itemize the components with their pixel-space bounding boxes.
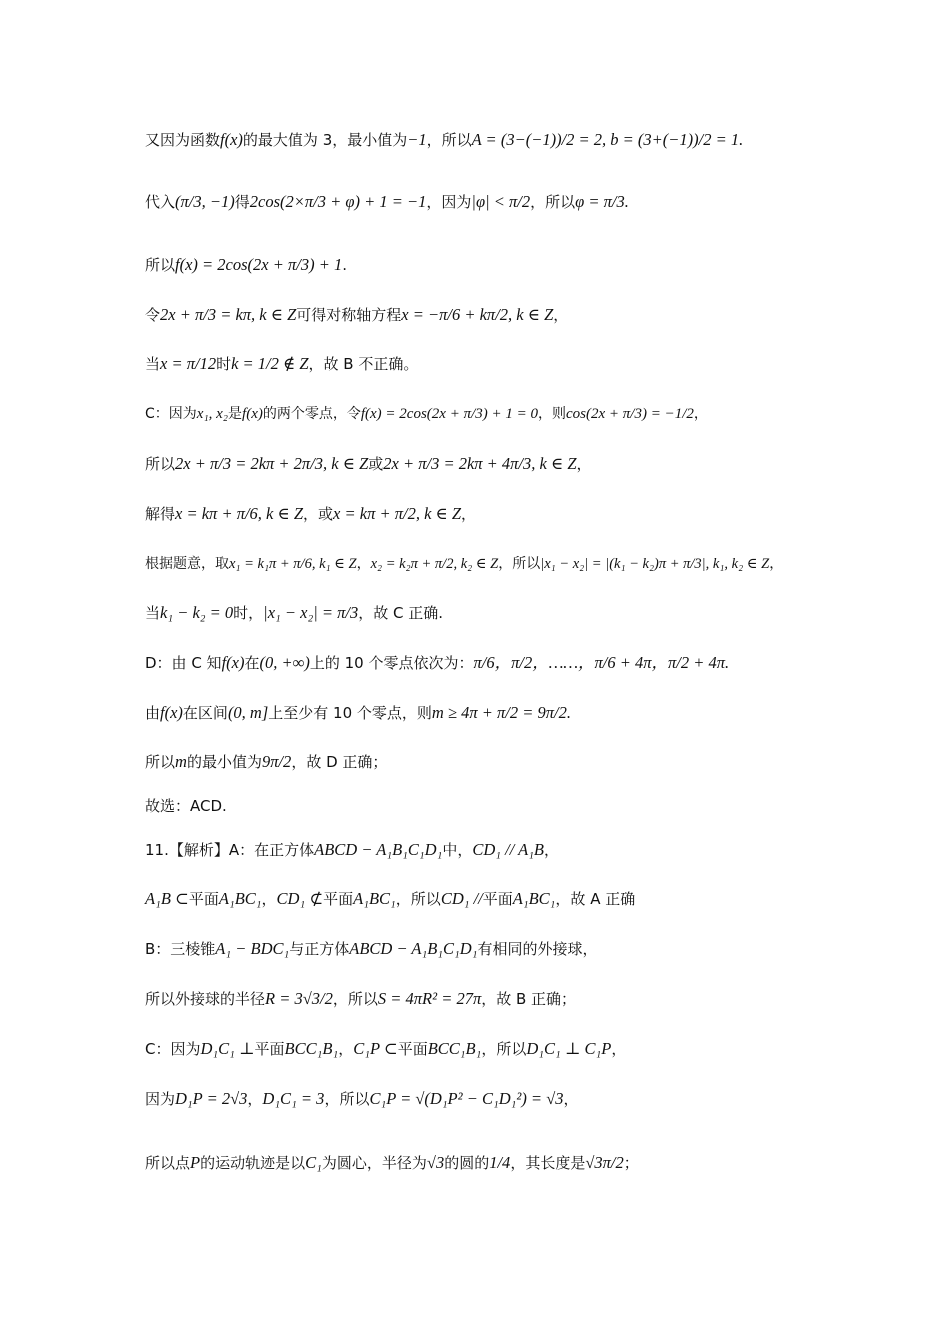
line-text: 的最大值为 3，最小值为 [242, 131, 408, 149]
line-text: 所以 [145, 455, 176, 473]
line-text: ，所以 [324, 1090, 370, 1108]
formula: −1 [407, 130, 427, 149]
line-text: ， [576, 455, 592, 473]
formula: k₁ − k₂ = 0 [160, 603, 234, 622]
formula: CD₁ // [440, 889, 483, 908]
line-text: ，故 B 不正确。 [308, 355, 419, 373]
line-text: ， [461, 505, 477, 523]
line-text: 上的 10 个零点依次为： [309, 654, 474, 672]
formula: 9π/2 [261, 752, 292, 771]
line-text: 因为 [145, 1090, 176, 1108]
line-text: ，其长度是 [510, 1154, 586, 1172]
formula: CD₁ ⊄ [276, 889, 324, 908]
formula: CD₁ // A₁B [472, 840, 545, 859]
formula: C₁P ⊂ [353, 1039, 398, 1058]
text-line-12 [145, 701, 930, 725]
text-line-18 [145, 987, 930, 1011]
line-text: ， [338, 1040, 354, 1058]
formula: |x₁ − x₂| = |(k₁ − k₂)π + π/3|, k₁, k₂ ∈ Z [540, 556, 770, 572]
line-text: 故选：ACD. [145, 797, 227, 815]
line-text: 的两个零点，令 [262, 406, 361, 422]
line-text: ，则 [538, 406, 566, 422]
formula: cos(2x + π/3) = −1/2 [566, 406, 694, 422]
formula: x₁ = k₁π + π/6, k₁ ∈ Z [229, 556, 357, 572]
line-text: 的最小值为 [186, 753, 262, 771]
line-text: ，所以 [481, 1040, 527, 1058]
line-text: 11.【解析】A：在正方体 [145, 841, 315, 859]
formula: x₁, x₂ [196, 406, 229, 422]
line-text: 当 [145, 355, 161, 373]
line-text: 有相同的外接球， [477, 940, 598, 958]
formula: x = π/12 [160, 354, 217, 373]
formula: √3 [426, 1153, 445, 1172]
line-text: ，因为 [426, 193, 472, 211]
formula: f(x) [160, 703, 183, 722]
text-line-13 [145, 750, 930, 774]
line-text: ， [261, 890, 277, 908]
formula: m [175, 752, 187, 771]
line-text: ， [563, 1090, 579, 1108]
line-text: 当 [145, 604, 161, 622]
line-text: 与正方体 [289, 940, 350, 958]
line-text: 所以点 [145, 1154, 191, 1172]
formula: D₁P = 2√3 [175, 1089, 248, 1108]
text-line-10 [145, 601, 930, 625]
formula: A₁BC₁ [353, 889, 396, 908]
line-text: ，所以 [530, 193, 576, 211]
formula: f(x) = 2cos(2x + π/3) + 1 [175, 255, 343, 274]
text-line-5 [145, 352, 930, 376]
formula: D₁C₁ = 3 [262, 1089, 325, 1108]
line-text: ，所以 [395, 890, 441, 908]
formula: ABCD − A₁B₁C₁D₁ [349, 939, 478, 958]
text-line-9 [145, 552, 930, 576]
text-line-8 [145, 502, 930, 526]
line-text: ，故 A 正确 [555, 890, 636, 908]
formula: π/6，π/2，……，π/6 + 4π，π/2 + 4π. [473, 653, 730, 672]
formula: C₁P = √(D₁P² − C₁D₁²) = √3 [369, 1089, 564, 1108]
formula: C₁ [305, 1153, 322, 1172]
line-text: 上至少有 10 个零点，则 [268, 704, 432, 722]
line-text: ，或 [303, 505, 334, 523]
line-text: 所以外接球的半径 [145, 990, 266, 1008]
line-text: ，所以 [426, 131, 472, 149]
formula: A₁ − BDC₁ [215, 939, 290, 958]
line-text: ， [356, 556, 371, 572]
line-text: 所以 [145, 753, 176, 771]
line-text: ， [247, 1090, 263, 1108]
text-line-14 [145, 794, 930, 818]
formula: |x₁ − x₂| = π/3 [263, 603, 359, 622]
formula: f(x) = 2cos(2x + π/3) + 1 = 0 [360, 406, 538, 422]
text-line-7 [145, 452, 930, 476]
line-text: ，故 B 正确； [481, 990, 577, 1008]
line-text: 或 [368, 455, 384, 473]
line-text: 平面 [188, 890, 219, 908]
formula: φ = π/3. [575, 192, 629, 211]
line-text: 平面 [482, 890, 513, 908]
line-text: 可得对称轴方程 [296, 306, 402, 324]
formula: 2cos(2×π/3 + φ) + 1 = −1 [249, 192, 427, 211]
text-line-1 [145, 128, 930, 152]
text-line-17 [145, 937, 930, 961]
formula: f(x) [221, 653, 245, 672]
formula: x = kπ + π/6, k ∈ Z [175, 504, 304, 523]
line-text: 为圆心，半径为 [321, 1154, 427, 1172]
line-text: ， [553, 306, 569, 324]
text-line-2 [145, 190, 930, 214]
formula: BCC₁B₁ [427, 1039, 482, 1058]
text-line-19 [145, 1037, 930, 1061]
line-text: 又因为函数 [145, 131, 221, 149]
text-line-21 [145, 1151, 930, 1175]
line-text: B：三棱锥 [145, 940, 216, 958]
text-line-6 [145, 402, 930, 426]
line-text: . [342, 256, 348, 274]
text-line-11 [145, 651, 930, 675]
line-text: ， [693, 406, 708, 422]
line-text: 时 [216, 355, 232, 373]
formula: 2x + π/3 = 2kπ + 4π/3, k ∈ Z [383, 454, 577, 473]
line-text: 时， [233, 604, 264, 622]
formula: x₂ = k₂π + π/2, k₂ ∈ Z [370, 556, 499, 572]
line-text: ， [544, 841, 560, 859]
formula: k = 1/2 ∉ Z [231, 354, 309, 373]
formula: S = 4πR² = 27π [377, 989, 482, 1008]
text-line-3 [145, 253, 930, 277]
line-text: 所以 [145, 256, 176, 274]
line-text: 根据题意，取 [145, 556, 229, 572]
formula: A₁B ⊂ [145, 889, 189, 908]
line-text: 解得 [145, 505, 176, 523]
formula: 2x + π/3 = 2kπ + 2π/3, k ∈ Z [175, 454, 369, 473]
line-text: ， [611, 1040, 627, 1058]
line-text: 得 [234, 193, 250, 211]
line-text: C：因为 [145, 406, 197, 422]
formula: (0, +∞) [259, 653, 310, 672]
formula: ABCD − A₁B₁C₁D₁ [314, 840, 443, 859]
formula: 2x + π/3 = kπ, k ∈ Z [160, 305, 297, 324]
line-text: D：由 C 知 [145, 654, 222, 672]
line-text: 是 [228, 406, 243, 422]
text-line-20 [145, 1087, 930, 1111]
formula: (π/3, −1) [175, 192, 235, 211]
line-text: ，所以 [332, 990, 378, 1008]
line-text: 中， [442, 841, 473, 859]
formula: A₁BC₁ [512, 889, 556, 908]
formula: x = kπ + π/2, k ∈ Z [333, 504, 462, 523]
text-line-16 [145, 887, 930, 911]
line-text: C：因为 [145, 1040, 201, 1058]
formula: P [190, 1153, 201, 1172]
line-text: 在区间 [182, 704, 228, 722]
line-text: ； [623, 1154, 639, 1172]
line-text: 的运动轨迹是以 [200, 1154, 306, 1172]
formula: f(x) [242, 406, 263, 422]
line-text: ，所以 [498, 556, 541, 572]
formula: R = 3√3/2 [265, 989, 333, 1008]
formula: A = (3−(−1))/2 = 2, b = (3+(−1))/2 = 1. [471, 130, 744, 149]
line-text: 令 [145, 306, 161, 324]
formula: √3π/2 [585, 1153, 624, 1172]
formula: D₁C₁ ⊥ C₁P [526, 1039, 612, 1058]
formula: |φ| < π/2 [471, 192, 531, 211]
formula: BCC₁B₁ [284, 1039, 339, 1058]
line-text: ，故 D 正确； [291, 753, 388, 771]
line-text: 平面 [397, 1040, 428, 1058]
line-text: 代入 [145, 193, 176, 211]
formula: f(x) [220, 130, 243, 149]
line-text: 平面 [323, 890, 354, 908]
formula: D₁C₁ ⊥ [200, 1039, 255, 1058]
formula: A₁BC₁ [218, 889, 262, 908]
formula: m ≥ 4π + π/2 = 9π/2. [431, 703, 571, 722]
line-text: 在 [244, 654, 260, 672]
text-line-15 [145, 838, 930, 862]
formula: 1/4 [489, 1153, 511, 1172]
line-text: 平面 [254, 1040, 285, 1058]
formula: (0, m] [227, 703, 269, 722]
line-text: ， [769, 556, 784, 572]
line-text: ，故 C 正确. [358, 604, 444, 622]
formula: x = −π/6 + kπ/2, k ∈ Z [401, 305, 554, 324]
line-text: 由 [145, 704, 161, 722]
line-text: 的圆的 [444, 1154, 490, 1172]
text-line-4 [145, 303, 930, 327]
